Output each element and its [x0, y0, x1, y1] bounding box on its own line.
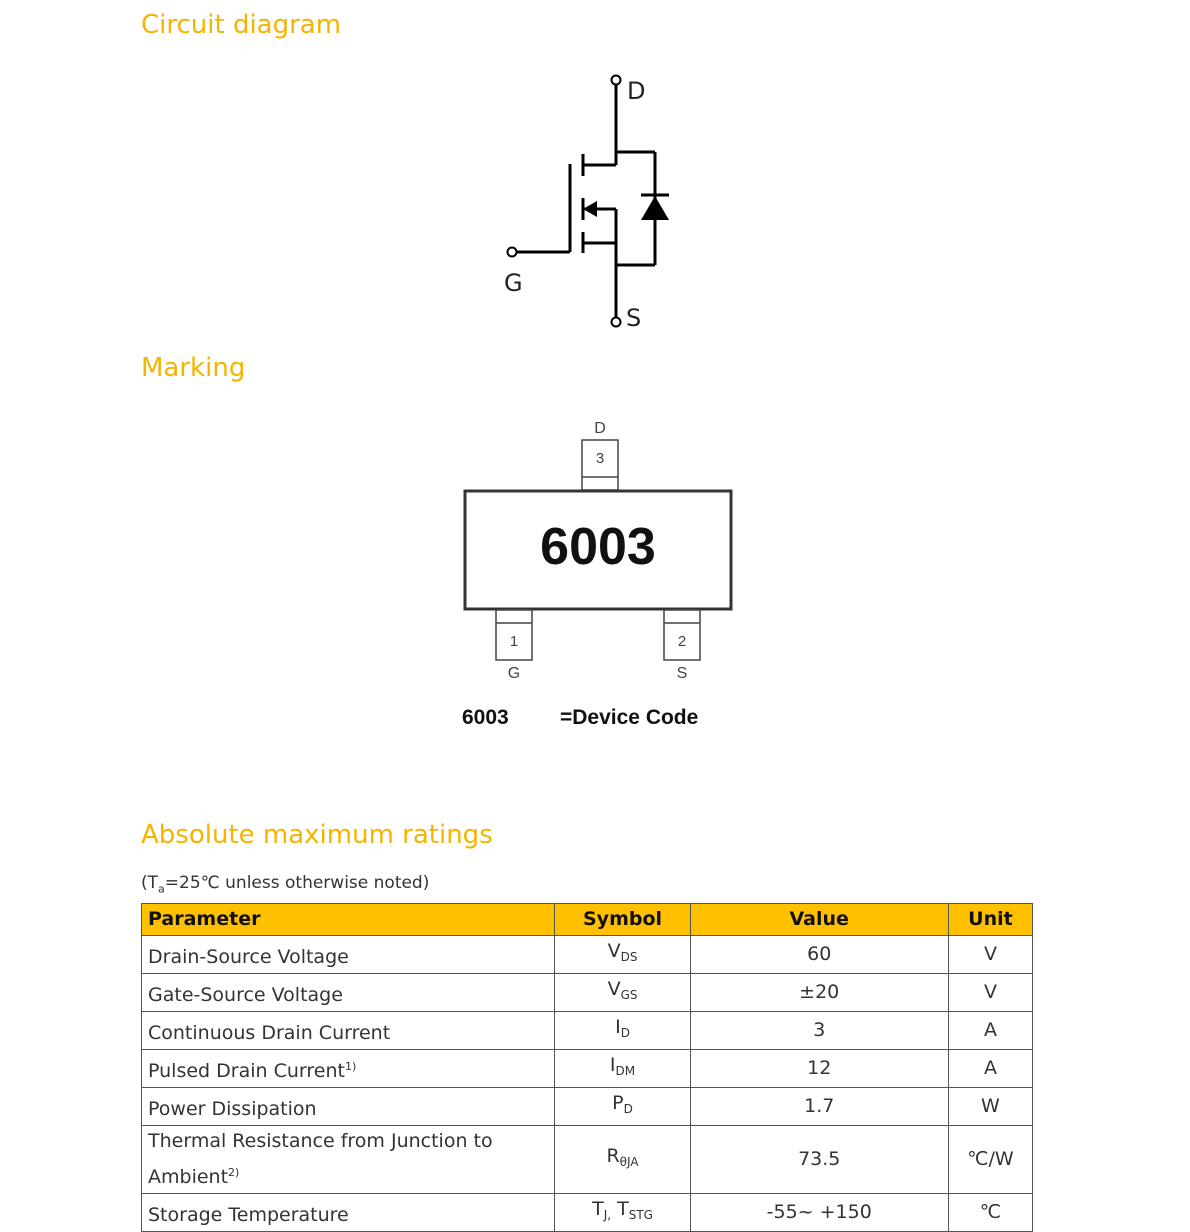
- table-row: [142, 1050, 1033, 1088]
- cell-symbol: $I_{DM}$: [555, 1050, 690, 1088]
- cell-value: ±20: [690, 974, 948, 1012]
- pin-3-number: 3: [595, 450, 605, 467]
- cell-unit: A: [948, 1012, 1032, 1050]
- header-value: Value: [690, 904, 948, 936]
- pin-3-name: D: [594, 420, 606, 437]
- header-unit: Unit: [948, 904, 1032, 936]
- cell-parameter: Continuous Drain Current: [142, 1012, 555, 1050]
- cell-parameter: Thermal Resistance from Junction to Ambient$^{2)}$: [142, 1126, 555, 1194]
- device-code-marking: 6003: [540, 518, 656, 576]
- gate-terminal: [508, 248, 517, 257]
- cell-parameter: Pulsed Drain Current$^{1)}$: [142, 1050, 555, 1088]
- legend-device-code-description: =Device Code: [560, 706, 699, 729]
- pin-2-name: S: [676, 665, 688, 682]
- cell-symbol: $P_D$: [555, 1088, 690, 1126]
- sot23-package-marking: [455, 412, 745, 692]
- cell-parameter: Drain-Source Voltage: [142, 936, 555, 974]
- cell-unit: A: [948, 1050, 1032, 1088]
- circuit-diagram-heading: Circuit diagram: [141, 10, 342, 40]
- cell-unit: W: [948, 1088, 1032, 1126]
- cell-unit: ℃: [948, 1194, 1032, 1232]
- cell-value: 12: [690, 1050, 948, 1088]
- header-symbol: Symbol: [555, 904, 690, 936]
- absolute-maximum-ratings-table: [141, 903, 1033, 1232]
- table-row: [142, 1012, 1033, 1050]
- cell-symbol: $V_{DS}$: [555, 936, 690, 974]
- cell-value: 3: [690, 1012, 948, 1050]
- table-row: [142, 1194, 1033, 1232]
- cell-unit: ℃/W: [948, 1126, 1032, 1194]
- table-header-row: [142, 904, 1033, 936]
- cell-symbol: $R_{\theta JA}$: [555, 1126, 690, 1194]
- table-row: [142, 974, 1033, 1012]
- cell-value: 73.5: [690, 1126, 948, 1194]
- body-arrow: [583, 201, 597, 217]
- cell-symbol: $V_{GS}$: [555, 974, 690, 1012]
- cell-value: 1.7: [690, 1088, 948, 1126]
- absolute-maximum-ratings-heading: Absolute maximum ratings: [141, 820, 493, 850]
- pin-2-number: 2: [677, 633, 687, 650]
- gate-label: G: [504, 269, 523, 297]
- cell-parameter: Power Dissipation: [142, 1088, 555, 1126]
- cell-symbol: $I_D$: [555, 1012, 690, 1050]
- table-row: [142, 1088, 1033, 1126]
- pin-1-number: 1: [509, 633, 519, 650]
- mosfet-circuit-symbol: [495, 70, 685, 340]
- header-parameter: Parameter: [142, 904, 555, 936]
- cell-unit: V: [948, 974, 1032, 1012]
- body-diode: [641, 196, 669, 220]
- table-row: [142, 936, 1033, 974]
- drain-terminal: [612, 76, 621, 85]
- cell-parameter: Gate-Source Voltage: [142, 974, 555, 1012]
- cell-value: 60: [690, 936, 948, 974]
- source-terminal: [612, 318, 621, 327]
- cell-unit: V: [948, 936, 1032, 974]
- drain-label: D: [627, 77, 646, 105]
- legend-device-code: 6003: [462, 706, 509, 729]
- marking-heading: Marking: [141, 353, 246, 383]
- table-row: [142, 1126, 1033, 1194]
- test-condition-note: ($T_a=25℃$ unless otherwise noted): [141, 873, 430, 896]
- source-label: S: [626, 304, 642, 332]
- cell-symbol: $T_{J,}$ $T_{STG}$: [555, 1194, 690, 1232]
- pin-1-name: G: [507, 665, 521, 682]
- cell-value: -55~ +150: [690, 1194, 948, 1232]
- cell-parameter: Storage Temperature: [142, 1194, 555, 1232]
